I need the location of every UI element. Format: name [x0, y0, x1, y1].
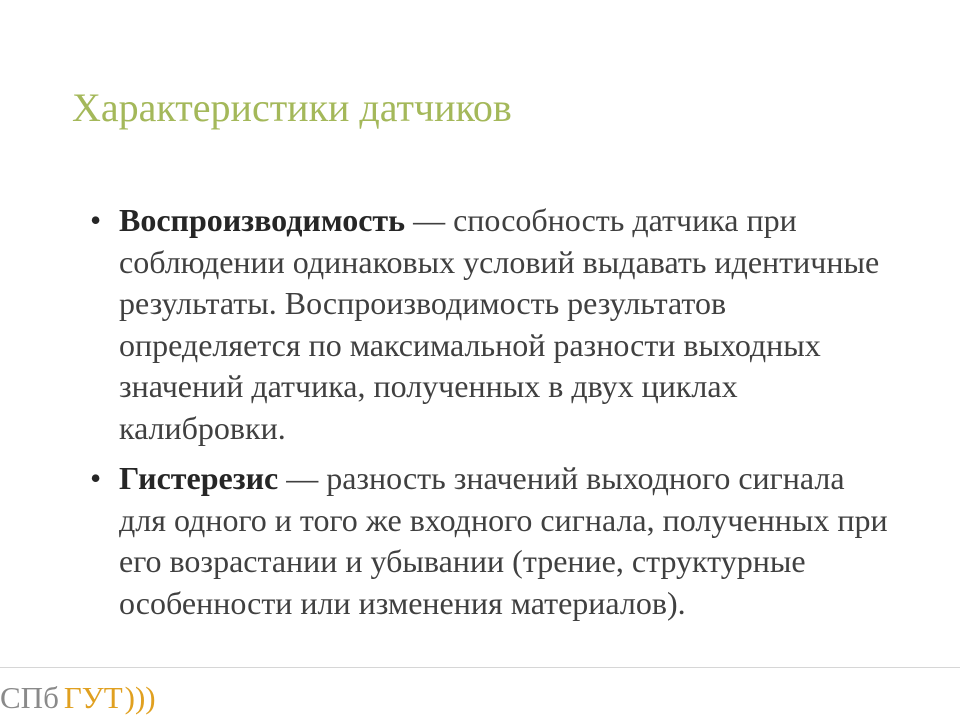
bullet-dot-icon: •: [90, 460, 102, 496]
bullet-list: [90, 200, 890, 624]
logo-text-gut: ГУТ: [63, 680, 123, 715]
footer-divider: [0, 667, 960, 668]
bullet-item-reproducibility: [90, 200, 890, 449]
bullet-text: — способность датчика при соблюдении одинаковых условий выдавать идентичные результаты. Воспроизводимость результатов определяется по максимальной разности выходных значений датчика, полученных в двух циклах калибровки.: [119, 202, 880, 446]
bullet-item-hysteresis: [90, 458, 890, 624]
slide-title: Характеристики датчиков: [72, 85, 512, 130]
bullet-term: Воспроизводимость: [119, 202, 406, 238]
university-logo: [0, 680, 156, 716]
signal-waves-icon: ))): [124, 680, 156, 715]
bullet-term: Гистерезис: [119, 460, 279, 496]
bullet-text: — разность значений выходного сигнала для одного и того же входного сигнала, полученных при его возрастании и убывании (трение, структурные особенности или изменения материалов).: [119, 460, 888, 621]
bullet-dot-icon: •: [90, 202, 102, 238]
logo-text-spb: СПб: [0, 680, 59, 715]
